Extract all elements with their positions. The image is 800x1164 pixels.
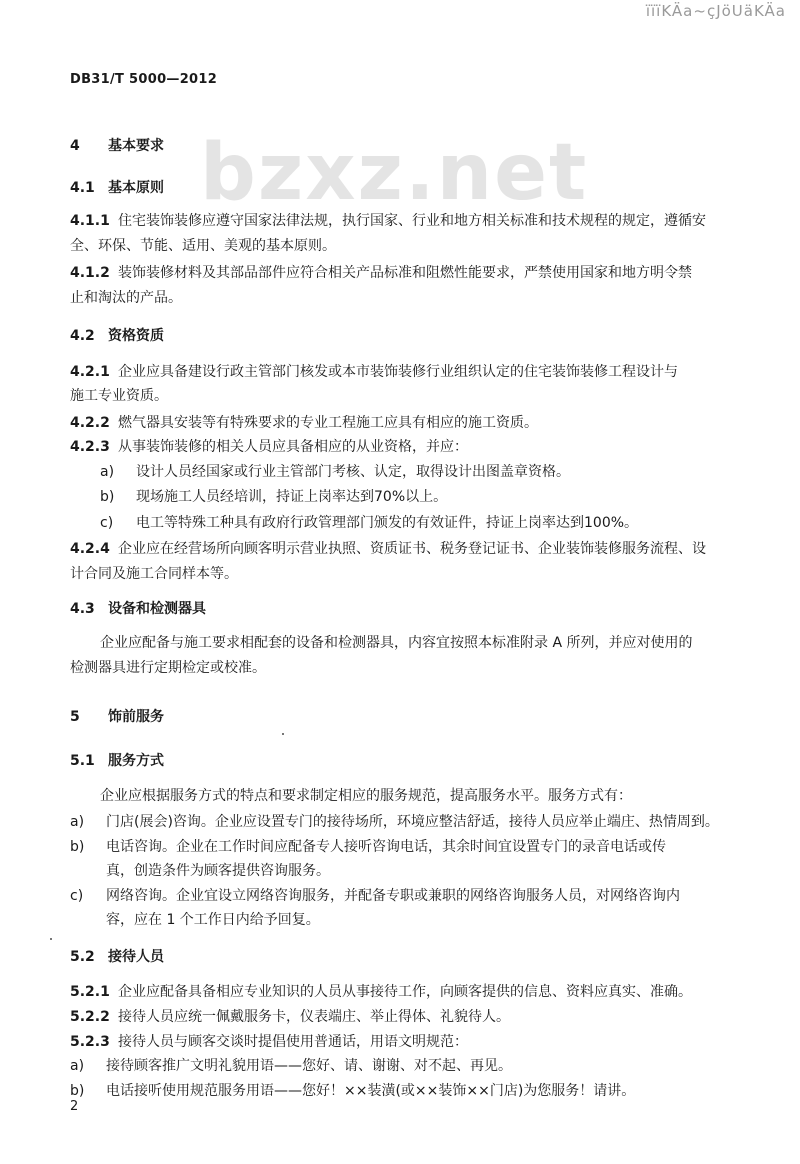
scan-speck [50,938,52,940]
clause-4-3-para-cont: 检测器具进行定期检定或校准。 [70,660,266,676]
section-4-heading [70,137,164,155]
list-item-5-1-c-cont: 容，应在 1 个工作日内给予回复。 [106,912,320,928]
clause-4-1-2-cont: 止和淘汰的产品。 [70,290,182,306]
section-number: 4.2 [70,328,95,344]
list-marker: a) [70,814,85,830]
section-number: 5.2 [70,949,95,965]
section-number: 4 [70,138,80,154]
section-title: 接待人员 [108,949,164,965]
section-4-1-heading [70,179,164,197]
list-item-text: 现场施工人员经培训，持证上岗率达到70%以上。 [136,489,448,505]
list-item-text: 网络咨询。企业宜设立网络咨询服务，并配备专职或兼职的网络咨询服务人员，对网络咨询内 [106,888,680,904]
clause-number: 4.2.1 [70,364,110,380]
clause-text: 企业应在经营场所向顾客明示营业执照、资质证书、税务登记证书、企业装饰装修服务流程、设 [118,541,706,557]
list-item-text: 接待顾客推广文明礼貌用语——您好、请、谢谢、对不起、再见。 [106,1058,512,1074]
section-title: 基本原则 [108,180,164,196]
clause-number: 4.1.1 [70,213,110,229]
clause-text: 接待人员与顾客交谈时提倡使用普通话，用语文明规范： [118,1034,468,1050]
list-item-5-1-b-cont: 真，创造条件为顾客提供咨询服务。 [106,863,330,879]
list-item-5-1-c [70,887,680,905]
clause-number: 4.2.4 [70,541,110,557]
section-number: 4.1 [70,180,95,196]
section-5-2-heading [70,948,164,966]
document-code: DB31/T 5000—2012 [70,72,218,87]
list-item-text: 电工等特殊工种具有政府行政管理部门颁发的有效证件，持证上岗率达到100%。 [136,515,639,531]
list-item-5-1-a [70,813,719,831]
clause-text: 装饰装修材料及其部品部件应符合相关产品标准和阻燃性能要求，严禁使用国家和地方明令禁 [118,265,692,281]
section-title: 资格资质 [108,328,164,344]
clause-4-2-4 [70,540,706,558]
clause-text: 企业应具备建设行政主管部门核发或本市装饰装修行业组织认定的住宅装饰装修工程设计与 [118,364,678,380]
list-marker: c) [100,515,114,531]
clause-4-2-1 [70,363,678,381]
list-item-4-2-3-b [100,488,447,506]
clause-4-2-2 [70,414,538,432]
list-item-5-1-b [70,838,666,856]
clause-4-3-para: 企业应配备与施工要求相配套的设备和检测器具，内容宜按照本标准附录 A 所列，并应对使用的 [100,635,693,651]
list-marker: b) [100,489,115,505]
list-marker: b) [70,839,85,855]
page-number: 2 [70,1099,79,1114]
clause-5-2-3 [70,1033,468,1051]
list-marker: b) [70,1083,85,1099]
list-item-5-2-3-a [70,1057,512,1075]
clause-5-1-para: 企业应根据服务方式的特点和要求制定相应的服务规范，提高服务水平。服务方式有： [100,788,632,804]
list-item-4-2-3-c [100,514,638,532]
list-marker: c) [70,888,84,904]
clause-4-2-1-cont: 施工专业资质。 [70,388,168,404]
list-item-text: 门店(展会)咨询。企业应设置专门的接待场所，环境应整洁舒适，接待人员应举止端庄、热情周到。 [106,814,719,830]
section-5-1-heading [70,752,164,770]
section-number: 4.3 [70,601,95,617]
clause-5-2-2 [70,1008,510,1026]
section-title: 基本要求 [108,138,164,154]
list-item-4-2-3-a [100,463,570,481]
section-4-2-heading [70,327,164,345]
clause-4-1-2 [70,264,692,282]
section-title: 设备和检测器具 [108,601,206,617]
list-item-text: 电话接听使用规范服务用语——您好！××装潢(或××装饰××门店)为您服务！请讲。 [106,1083,636,1099]
list-item-5-2-3-b [70,1082,635,1100]
list-marker: a) [100,464,115,480]
clause-text: 企业应配备具备相应专业知识的人员从事接待工作，向顾客提供的信息、资料应真实、准确。 [118,984,692,1000]
clause-4-2-3 [70,438,468,456]
section-number: 5.1 [70,753,95,769]
clause-text: 从事装饰装修的相关人员应具备相应的从业资格，并应： [118,439,468,455]
corner-text: ïïïKÄa~çJöUäKÄa [645,2,786,20]
clause-number: 5.2.2 [70,1009,110,1025]
scan-speck [282,733,284,735]
section-5-heading [70,708,164,726]
clause-number: 4.2.2 [70,415,110,431]
section-4-3-heading [70,600,206,618]
clause-4-1-1 [70,212,706,230]
clause-number: 4.2.3 [70,439,110,455]
clause-text: 燃气器具安装等有特殊要求的专业工程施工应具有相应的施工资质。 [118,415,538,431]
clause-number: 5.2.3 [70,1034,110,1050]
clause-4-1-1-cont: 全、环保、节能、适用、美观的基本原则。 [70,238,336,254]
clause-5-2-1 [70,983,692,1001]
clause-text: 接待人员应统一佩戴服务卡，仪表端庄、举止得体、礼貌待人。 [118,1009,510,1025]
list-marker: a) [70,1058,85,1074]
clause-text: 住宅装饰装修应遵守国家法律法规，执行国家、行业和地方相关标准和技术规程的规定，遵循安 [118,213,706,229]
section-number: 5 [70,709,80,725]
section-title: 服务方式 [108,753,164,769]
watermark: bzxz.net [200,128,589,218]
clause-4-2-4-cont: 计合同及施工合同样本等。 [70,566,238,582]
section-title: 饰前服务 [108,709,164,725]
clause-number: 5.2.1 [70,984,110,1000]
list-item-text: 设计人员经国家或行业主管部门考核、认定，取得设计出图盖章资格。 [136,464,570,480]
clause-number: 4.1.2 [70,265,110,281]
list-item-text: 电话咨询。企业在工作时间应配备专人接听咨询电话，其余时间宜设置专门的录音电话或传 [106,839,666,855]
